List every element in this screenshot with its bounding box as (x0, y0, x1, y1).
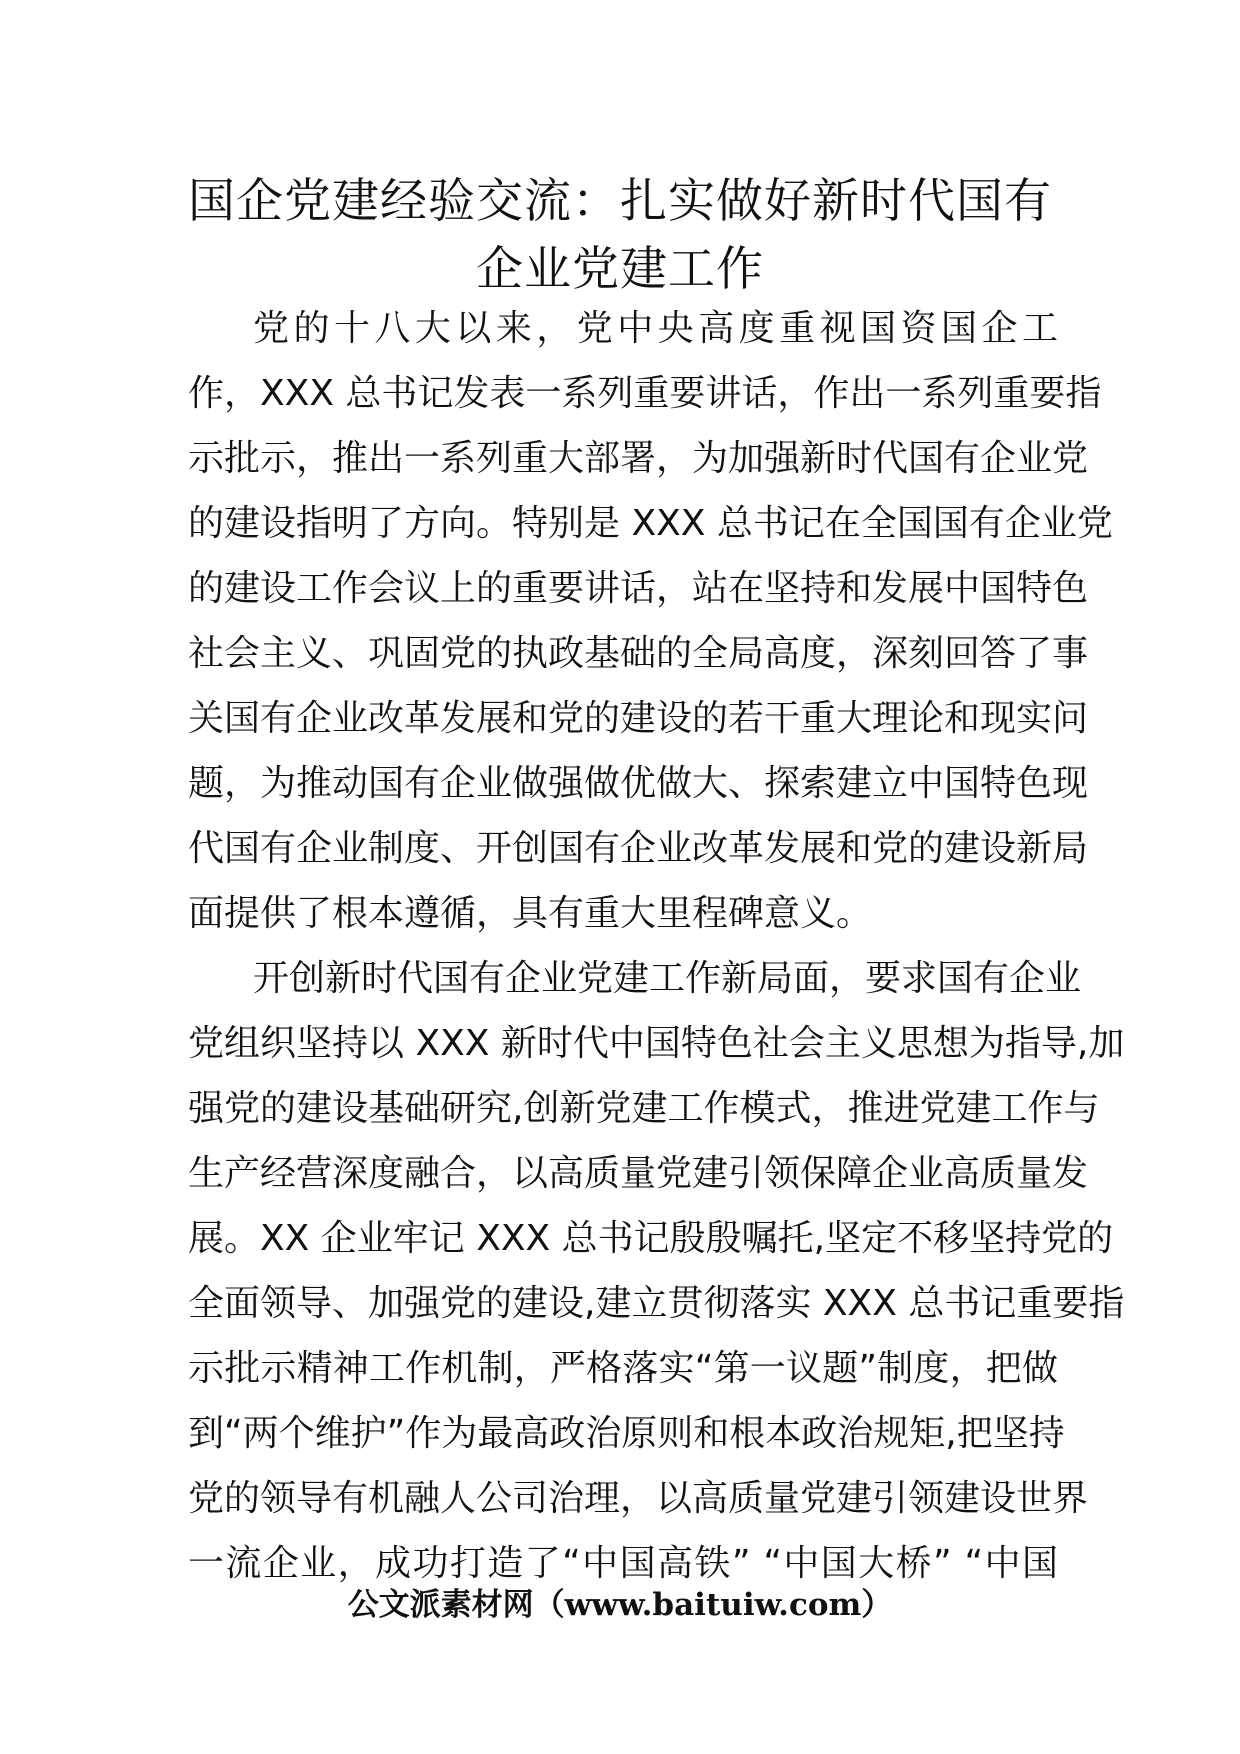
text-line: 展。XX 企业牢记 XXX 总书记殷殷嘱托,坚定不移坚持党的 (188, 1218, 1114, 1259)
text-line: 一流企业，成功打造了“中国高铁” “中国大桥” “中国 (188, 1543, 1058, 1584)
text-line: 作，XXX 总书记发表一系列重要讲话，作出一系列重要指 (188, 373, 1102, 414)
text-line: 党组织坚持以 XXX 新时代中国特色社会主义思想为指导,加 (188, 1023, 1125, 1064)
text-line: 面提供了根本遵循，具有重大里程碑意义。 (188, 893, 873, 934)
text-line: 社会主义、巩固党的执政基础的全局高度，深刻回答了事 (188, 633, 1089, 674)
title-line-1: 国企党建经验交流：扎实做好新时代国有 (188, 174, 1052, 229)
text-line: 的建设工作会议上的重要讲话，站在坚持和发展中国特色 (188, 568, 1089, 609)
text-line: 党的领导有机融人公司治理，以高质量党建引领建设世界 (188, 1478, 1089, 1519)
document-body (188, 296, 1125, 1596)
text-line: 关国有企业改革发展和党的建设的若干重大理论和现实问 (188, 698, 1089, 739)
text-line: 题，为推动国有企业做强做优做大、探索建立中国特色现 (188, 763, 1089, 804)
text-line: 的建设指明了方向。特别是 XXX 总书记在全国国有企业党 (188, 503, 1113, 544)
paragraph-2 (188, 946, 1125, 1596)
text-line: 示批示，推出一系列重大部署，为加强新时代国有企业党 (188, 438, 1089, 479)
text-line: 示批示精神工作机制，严格落实“第一议题”制度，把做 (188, 1348, 1058, 1389)
text-line: 强党的建设基础研究,创新党建工作模式，推进党建工作与 (188, 1088, 1100, 1129)
text-line: 党的十八大以来，党中央高度重视国资国企工 (253, 308, 1058, 349)
text-line: 开创新时代国有企业党建工作新局面，要求国有企业 (253, 958, 1082, 999)
text-line: 代国有企业制度、开创国有企业改革发展和党的建设新局 (188, 828, 1089, 869)
paragraph-1 (188, 296, 1113, 946)
page-title (150, 168, 1090, 304)
text-line: 到“两个维护”作为最高政治原则和根本政治规矩,把坚持 (188, 1413, 1065, 1454)
footer-source: 公文派素材网（www.baituiw.com） (347, 1587, 893, 1623)
text-line: 全面领导、加强党的建设,建立贯彻落实 XXX 总书记重要指 (188, 1283, 1125, 1324)
title-line-2: 企业党建工作 (476, 242, 764, 297)
text-line: 生产经营深度融合，以高质量党建引领保障企业高质量发 (188, 1153, 1089, 1194)
